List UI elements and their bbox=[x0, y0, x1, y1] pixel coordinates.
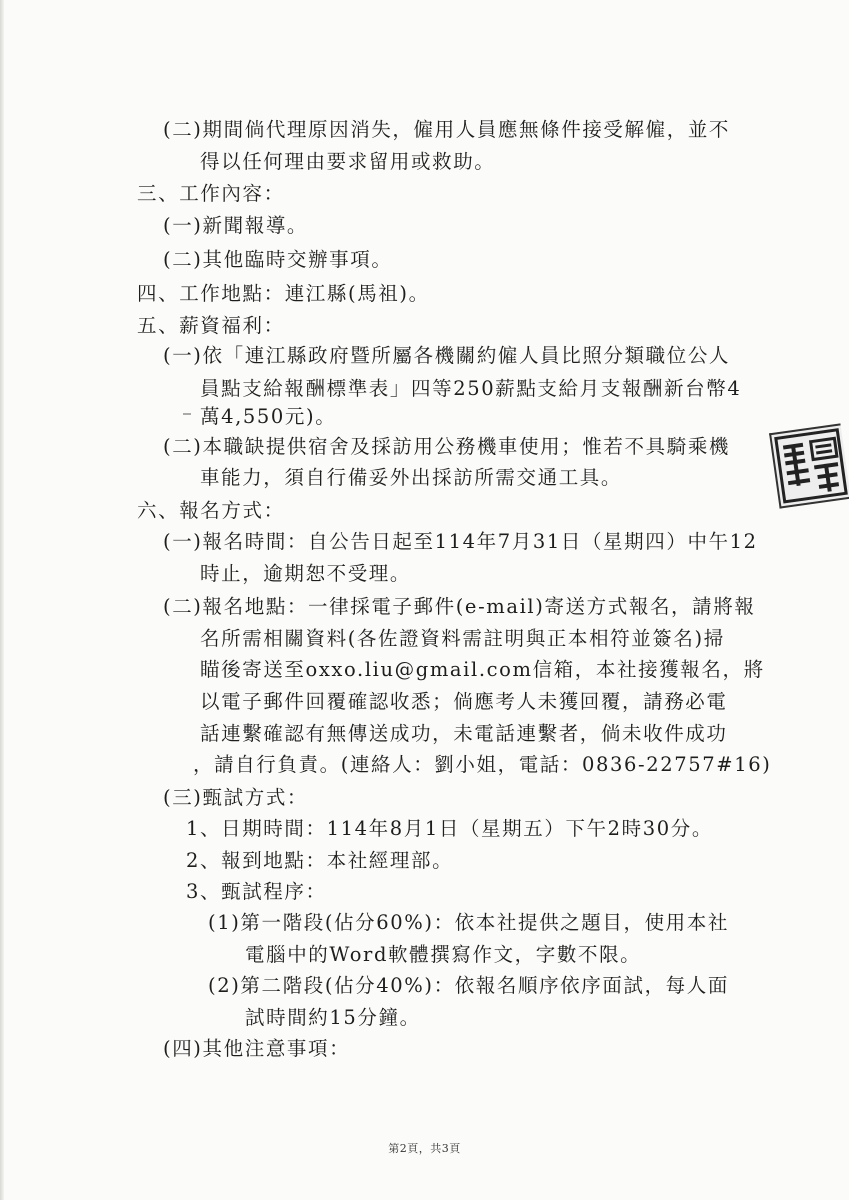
text-line: 瞄後寄送至oxxo.liu@gmail.com信箱，本社接獲報名，將 bbox=[200, 658, 765, 681]
text-line: ，請自行負責。(連絡人：劉小姐，電話：0836-22757#16) bbox=[193, 753, 772, 776]
section-heading: 六、報名方式： bbox=[137, 499, 285, 522]
page-footer: 第2頁，共3頁 bbox=[388, 1142, 461, 1155]
text-line: (三)甄試方式： bbox=[163, 786, 309, 809]
text-line: 萬4,550元)。 bbox=[200, 405, 337, 428]
scan-edge bbox=[0, 0, 4, 1200]
text-line: 3、甄試程序： bbox=[186, 880, 327, 903]
text-line: 時止，逾期恕不受理。 bbox=[200, 562, 412, 585]
text-line: (一)依「連江縣政府暨所屬各機關約僱人員比照分類職位公人 bbox=[163, 344, 731, 367]
text-line: (二)其他臨時交辦事項。 bbox=[163, 248, 393, 271]
text-line: 車能力，須自行備妥外出採訪所需交通工具。 bbox=[200, 466, 623, 489]
text-line: 員點支給報酬標準表」四等250薪點支給月支報酬新台幣4 bbox=[200, 377, 742, 400]
text-line: 話連繫確認有無傳送成功，未電話連繫者，倘未收件成功 bbox=[200, 722, 728, 745]
text-line: (一)新聞報導。 bbox=[163, 214, 309, 237]
seal-stamp bbox=[769, 423, 849, 508]
text-line: 得以任何理由要求留用或救助。 bbox=[200, 150, 496, 173]
text-line: 電腦中的Word軟體撰寫作文，字數不限。 bbox=[245, 943, 642, 966]
text-line: (1)第一階段(佔分60%)：依本社提供之題目，使用本社 bbox=[208, 911, 729, 934]
text-line: 2、報到地點：本社經理部。 bbox=[186, 849, 454, 872]
text-line: (二)期間倘代理原因消失，僱用人員應無條件接受解僱，並不 bbox=[163, 118, 731, 141]
section-heading: 五、薪資福利： bbox=[137, 314, 285, 337]
scan-speck bbox=[183, 413, 191, 415]
section-heading: 四、工作地點：連江縣(馬祖)。 bbox=[137, 282, 430, 305]
text-line: (二)報名地點：一律採電子郵件(e-mail)寄送方式報名，請將報 bbox=[163, 595, 756, 618]
text-line: (一)報名時間：自公告日起至114年7月31日（星期四）中午12 bbox=[163, 530, 758, 553]
text-line: (二)本職缺提供宿舍及採訪用公務機車使用；惟若不具騎乘機 bbox=[163, 435, 731, 458]
text-line: 試時間約15分鐘。 bbox=[245, 1006, 421, 1029]
text-line: 1、日期時間：114年8月1日（星期五）下午2時30分。 bbox=[186, 817, 713, 840]
text-line: (2)第二階段(佔分40%)：依報名順序依序面試，每人面 bbox=[208, 974, 729, 997]
section-heading: 三、工作內容： bbox=[137, 182, 285, 205]
text-line: 以電子郵件回覆確認收悉；倘應考人未獲回覆，請務必電 bbox=[200, 690, 728, 713]
text-line: 名所需相關資料(各佐證資料需註明與正本相符並簽名)掃 bbox=[200, 627, 725, 650]
text-line: (四)其他注意事項： bbox=[163, 1037, 351, 1060]
